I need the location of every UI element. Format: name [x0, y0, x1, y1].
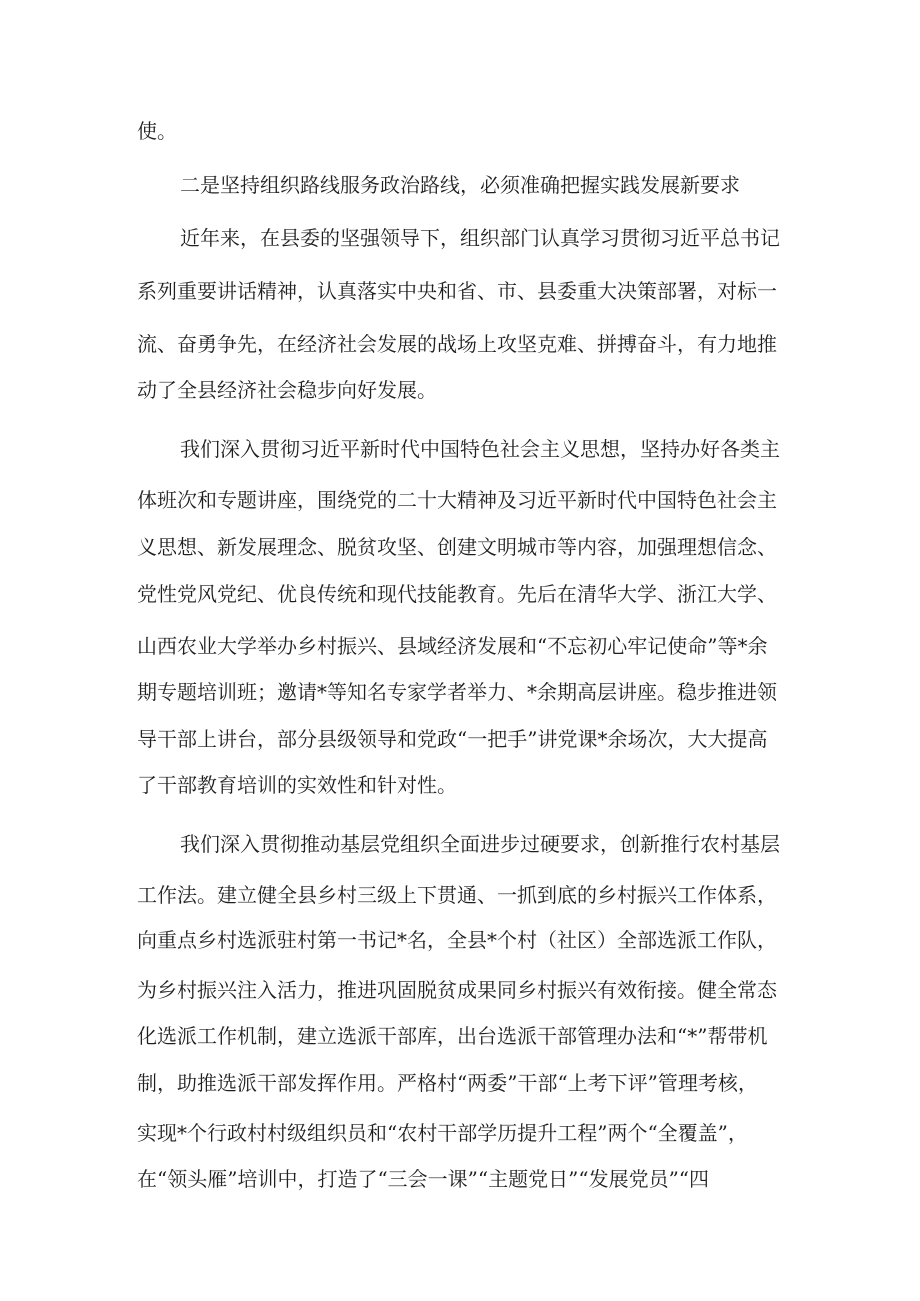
text-line: 制，助推选派干部发挥作用。严格村“两委”干部“上考下评”管理考核， — [137, 1071, 758, 1095]
text-line: 实现*个行政村村级组织员和“农村干部学历提升工程”两个“全覆盖”， — [137, 1121, 748, 1145]
text-line: 流、奋勇争先，在经济社会发展的战场上攻坚克难、拼搏奋斗，有力地推 — [137, 332, 777, 356]
text-line: 工作法。建立健全县乡村三级上下贯通、一抓到底的乡村振兴工作体系， — [137, 883, 777, 907]
text-line: 了干部教育培训的实效性和针对性。 — [137, 773, 457, 797]
text-line: 我们深入贯彻推动基层党组织全面进步过硬要求，创新推行农村基层 — [180, 832, 780, 856]
text-line: 系列重要讲话精神，认真落实中央和省、市、县委重大决策部署，对标一 — [137, 279, 777, 303]
text-line: 导干部上讲台，部分县级领导和党政“一把手”讲党课*余场次，大大提高 — [137, 727, 768, 751]
text-line: 近年来，在县委的坚强领导下，组织部门认真学习贯彻习近平总书记 — [180, 226, 780, 250]
text-line: 向重点乡村选派驻村第一书记*名，全县*个村（社区）全部选派工作队， — [137, 928, 777, 952]
text-line: 山西农业大学举办乡村振兴、县域经济发展和“不忘初心牢记使命”等*余 — [137, 634, 768, 658]
text-line: 为乡村振兴注入活力，推进巩固脱贫成果同乡村振兴有效衔接。健全常态 — [137, 978, 777, 1002]
text-line: 在“领头雁”培训中，打造了“三会一课”“主题党日”“发展党员”“四 — [137, 1167, 710, 1191]
text-line: 我们深入贯彻习近平新时代中国特色社会主义思想，坚持办好各类主 — [180, 437, 780, 461]
text-line: 体班次和专题讲座，围绕党的二十大精神及习近平新时代中国特色社会主 — [137, 488, 777, 512]
text-line: 使。 — [137, 119, 177, 143]
text-line: 党性党风党纪、优良传统和现代技能教育。先后在清华大学、浙江大学、 — [137, 582, 777, 606]
text-line: 动了全县经济社会稳步向好发展。 — [137, 378, 437, 402]
text-line: 义思想、新发展理念、脱贫攻坚、创建文明城市等内容，加强理想信念、 — [137, 535, 777, 559]
text-line: 期专题培训班；邀请*等知名专家学者举力、*余期高层讲座。稳步推进领 — [137, 680, 777, 704]
text-line: 化选派工作机制，建立选派干部库，出台选派干部管理办法和“*”帮带机 — [137, 1024, 768, 1048]
section-heading: 二是坚持组织路线服务政治路线，必须准确把握实践发展新要求 — [180, 173, 740, 197]
